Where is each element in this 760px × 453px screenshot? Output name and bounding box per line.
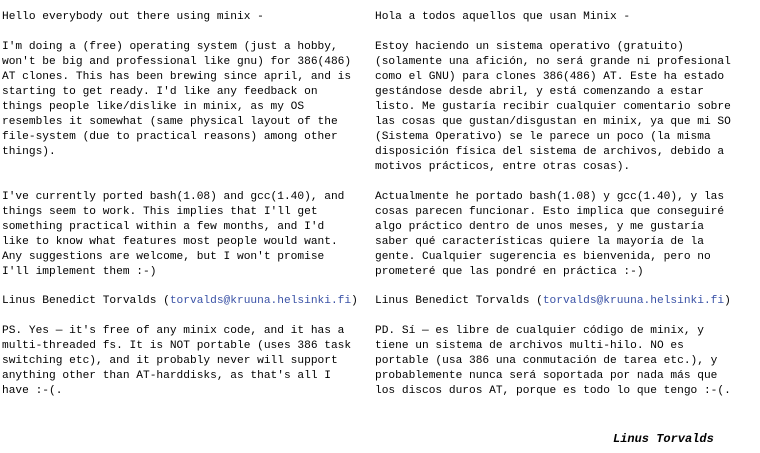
spanish-author-line (375, 294, 747, 309)
author-email-link[interactable]: torvalds@kruuna.helsinki.fi (169, 295, 352, 307)
text-line: los discos duros AT, porque es todo lo que tengo :-(. (375, 385, 731, 397)
text-line: file-system (due to practical reasons) among other (2, 131, 338, 143)
text-line: won't be big and professional like gnu) for 386(486) (2, 56, 352, 68)
text-line: have :-(. (2, 385, 63, 397)
text-line: cosas parecen funcionar. Esto implica que conseguiré (375, 206, 725, 218)
spanish-postscript (375, 324, 747, 399)
signature: Linus Torvalds (613, 432, 714, 446)
author-name: Linus Benedict Torvalds ( (2, 295, 170, 307)
text-line: como el GNU) para clones 386(486) AT. Este ha estado (375, 71, 725, 83)
text-line: switching etc), and it probably never will support (2, 355, 338, 367)
text-line: PD. Sí — es libre de cualquier código de minix, y (375, 325, 704, 337)
text-line: Any suggestions are welcome, but I won't promise (2, 251, 325, 263)
text-line: gente. Cualquier sugerencia es bienvenida, pero no (375, 251, 711, 263)
english-paragraph-2 (2, 190, 370, 280)
text-line: disposición física del sistema de archivos, debido a (375, 146, 725, 158)
text-line: multi-threaded fs. It is NOT portable (uses 386 task (2, 340, 352, 352)
text-line: AT clones. This has been brewing since april, and is (2, 71, 352, 83)
text-line: Estoy haciendo un sistema operativo (gratuito) (375, 41, 684, 53)
english-greeting: Hello everybody out there using minix - (2, 11, 264, 23)
text-line: tiene un sistema de archivos multi-hilo. NO es (375, 340, 684, 352)
author-email-link[interactable]: torvalds@kruuna.helsinki.fi (542, 295, 725, 307)
text-line: things seem to work. This implies that I'll get (2, 206, 318, 218)
text-line: PS. Yes — it's free of any minix code, and it has a (2, 325, 345, 337)
author-name: Linus Benedict Torvalds ( (375, 295, 543, 307)
text-line: las cosas que gustan/disgustan en minix, ya que mi SO (375, 116, 731, 128)
text-line: portable (usa 386 una conmutación de tarea etc.), y (375, 355, 718, 367)
text-line: starting to get ready. I'd like any feedback on (2, 86, 318, 98)
text-line: resembles it somewhat (same physical layout of the (2, 116, 338, 128)
text-line: anything other than AT-harddisks, as that's all I (2, 370, 331, 382)
text-line: listo. Me gustaría recibir cualquier comentario sobre (375, 101, 731, 113)
author-close-paren: ) (724, 295, 731, 307)
text-line: I've currently ported bash(1.08) and gcc(1.40), and (2, 191, 345, 203)
english-paragraph-1 (2, 40, 370, 160)
english-postscript (2, 324, 370, 399)
author-close-paren: ) (351, 295, 358, 307)
text-line: saber qué características quiere la mayoría de la (375, 236, 704, 248)
text-line: something practical within a few months, and I'd (2, 221, 325, 233)
text-line: like to know what features most people would want. (2, 236, 338, 248)
text-line: I'm doing a (free) operating system (just a hobby, (2, 41, 338, 53)
text-line: probablemente nunca será soportada por nada más que (375, 370, 718, 382)
spanish-paragraph-1 (375, 40, 747, 175)
text-line: (Sistema Operativo) se le parece un poco (la misma (375, 131, 711, 143)
text-line: motivos prácticos, entre otras cosas). (375, 161, 631, 173)
spanish-greeting: Hola a todos aquellos que usan Minix - (375, 11, 631, 23)
english-author-line (2, 294, 370, 309)
text-line: (solamente una afición, no será grande ni profesional (375, 56, 731, 68)
text-line: Actualmente he portado bash(1.08) y gcc(1.40), y las (375, 191, 725, 203)
text-line: gestándose desde abril, y está comenzando a estar (375, 86, 704, 98)
text-line: I'll implement them :-) (2, 266, 157, 278)
text-line: algo práctico dentro de unos meses, y me gustaría (375, 221, 704, 233)
text-line: things people like/dislike in minix, as my OS (2, 101, 305, 113)
text-line: things). (2, 146, 56, 158)
text-line: prometeré que las pondré en práctica :-) (375, 266, 644, 278)
spanish-paragraph-2 (375, 190, 747, 280)
